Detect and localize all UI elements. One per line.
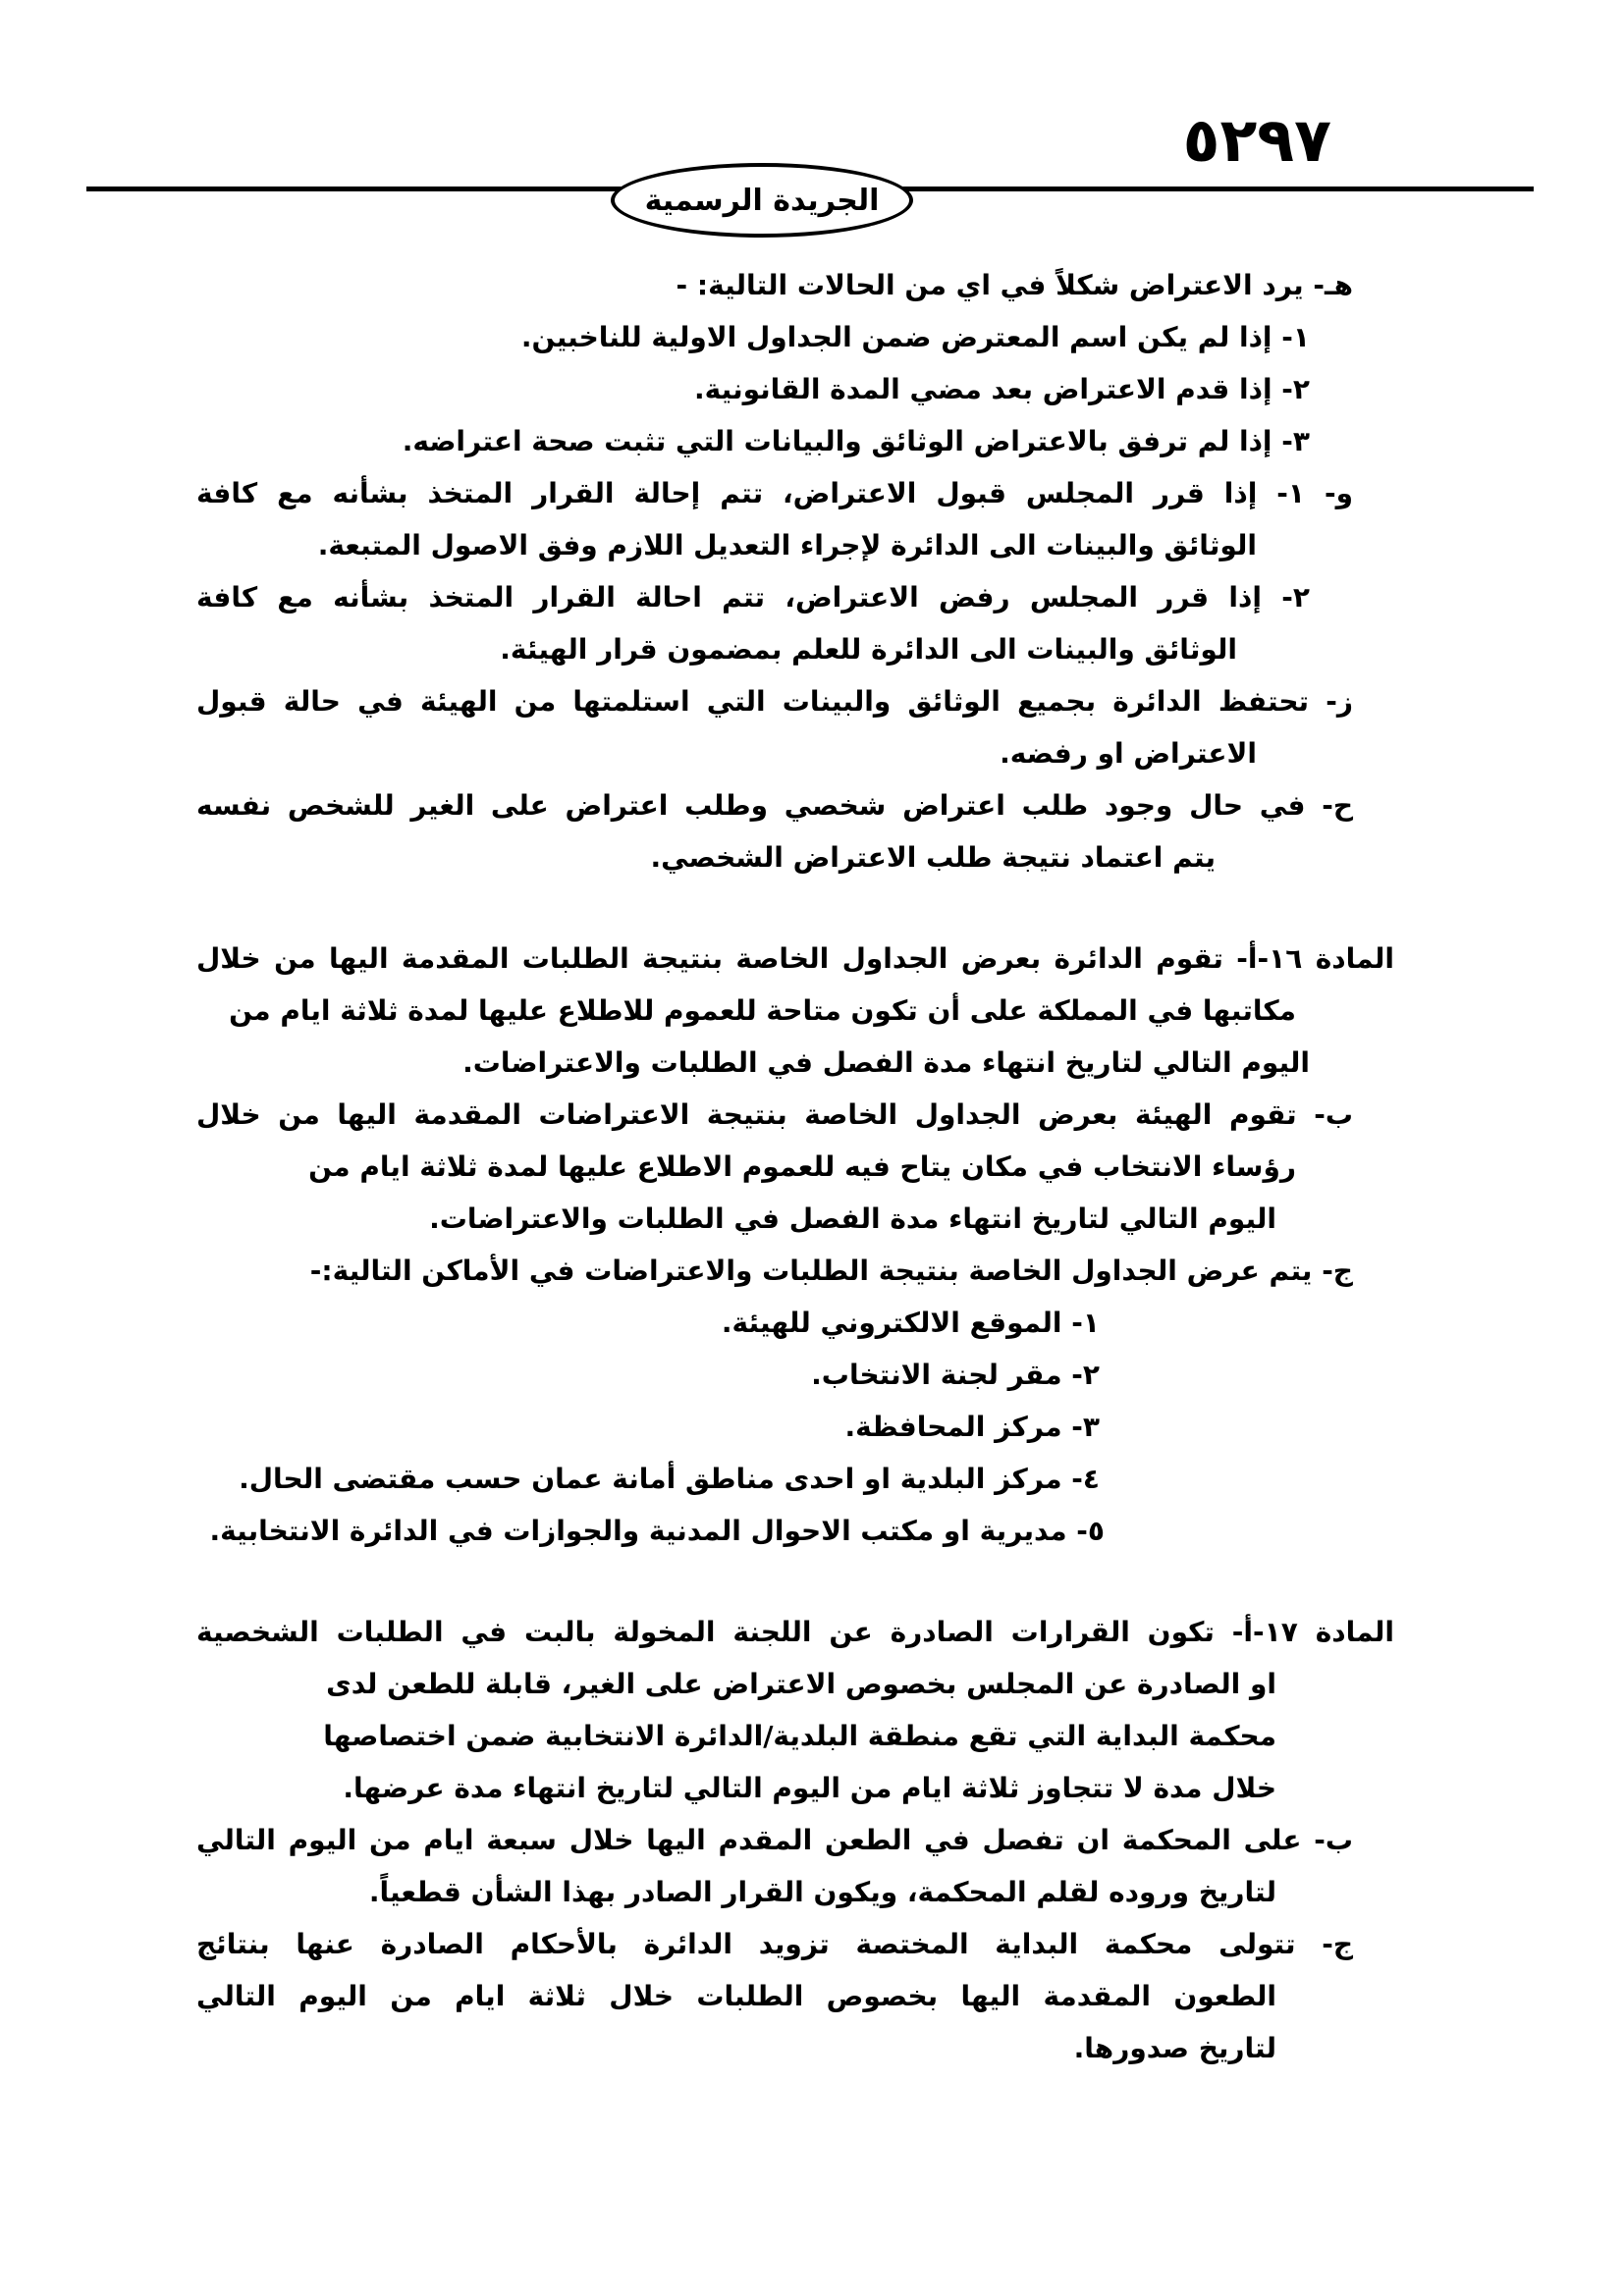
text-line: ب- تقوم الهيئة بعرض الجداول الخاصة بنتيجة الاعتراضات المقدمة اليها من خلال	[196, 1098, 1353, 1131]
text-line: يتم اعتماد نتيجة طلب الاعتراض الشخصي.	[650, 841, 1216, 874]
text-line: و- ١- إذا قرر المجلس قبول الاعتراض، تتم إحالة القرار المتخذ بشأنه مع كافة	[196, 477, 1353, 509]
article-17	[196, 1606, 1394, 2074]
text-line: اليوم التالي لتاريخ انتهاء مدة الفصل في الطلبات والاعتراضات.	[429, 1202, 1276, 1235]
text-line: لتاريخ وروده لقلم المحكمة، ويكون القرار الصادر بهذا الشأن قطعياً.	[368, 1876, 1276, 1908]
clause-objection-rejection	[196, 259, 1394, 883]
text-line: ٣- مركز المحافظة.	[844, 1411, 1100, 1443]
text-line: ٢- إذا قدم الاعتراض بعد مضي المدة القانونية.	[694, 373, 1310, 405]
text-line: لتاريخ صدورها.	[1073, 2032, 1276, 2064]
text-line: ٢- مقر لجنة الانتخاب.	[811, 1359, 1100, 1391]
text-line: المادة ١٧-أ- تكون القرارات الصادرة عن اللجنة المخولة بالبت في الطلبات الشخصية	[196, 1616, 1394, 1648]
text-line: ٢- إذا قرر المجلس رفض الاعتراض، تتم احالة القرار المتخذ بشأنه مع كافة	[196, 581, 1310, 614]
page-header	[0, 0, 1624, 255]
text-line: محكمة البداية التي تقع منطقة البلدية/الدائرة الانتخابية ضمن اختصاصها	[323, 1720, 1276, 1752]
document-body	[196, 259, 1394, 2074]
text-line: هـ- يرد الاعتراض شكلاً في اي من الحالات التالية: -	[676, 269, 1353, 301]
article-16	[196, 933, 1394, 1557]
text-line: ٤- مركز البلدية او احدى مناطق أمانة عمان حسب مقتضى الحال.	[239, 1463, 1100, 1495]
text-line: ١- الموقع الالكتروني للهيئة.	[721, 1307, 1100, 1339]
text-line: ١- إذا لم يكن اسم المعترض ضمن الجداول الاولية للناخبين.	[520, 321, 1310, 353]
text-line: رؤساء الانتخاب في مكان يتاح فيه للعموم الاطلاع عليها لمدة ثلاثة ايام من	[308, 1150, 1296, 1183]
text-line: المادة ١٦-أ- تقوم الدائرة بعرض الجداول الخاصة بنتيجة الطلبات المقدمة اليها من خلال	[196, 942, 1394, 975]
page-number: ٥٢٩٧	[1182, 104, 1331, 176]
text-line: ج- تتولى محكمة البداية المختصة تزويد الدائرة بالأحكام الصادرة عنها بنتائج	[196, 1928, 1353, 1960]
gazette-title-badge	[611, 163, 913, 238]
text-line: ح- في حال وجود طلب اعتراض شخصي وطلب اعتراض على الغير للشخص نفسه	[196, 789, 1353, 822]
text-line: او الصادرة عن المجلس بخصوص الاعتراض على الغير، قابلة للطعن لدى	[326, 1668, 1276, 1700]
text-line: مكاتبها في المملكة على أن تكون متاحة للعموم للاطلاع عليها لمدة ثلاثة ايام من	[229, 994, 1296, 1027]
text-line: اليوم التالي لتاريخ انتهاء مدة الفصل في الطلبات والاعتراضات.	[462, 1046, 1310, 1079]
text-line: الوثائق والبينات الى الدائرة لإجراء التعديل اللازم وفق الاصول المتبعة.	[317, 529, 1257, 561]
text-line: خلال مدة لا تتجاوز ثلاثة ايام من اليوم التالي لتاريخ انتهاء مدة عرضها.	[343, 1772, 1276, 1804]
text-line: الوثائق والبينات الى الدائرة للعلم بمضمون قرار الهيئة.	[500, 633, 1237, 666]
text-line: الطعون المقدمة اليها بخصوص الطلبات خلال ثلاثة ايام من اليوم التالي	[196, 1980, 1276, 2012]
text-line: ب- على المحكمة ان تفصل في الطعن المقدم اليها خلال سبعة ايام من اليوم التالي	[196, 1824, 1353, 1856]
gazette-title: الجريدة الرسمية	[644, 183, 880, 218]
text-line: ٣- إذا لم ترفق بالاعتراض الوثائق والبيانات التي تثبت صحة اعتراضه.	[402, 425, 1310, 457]
text-line: ٥- مديرية او مكتب الاحوال المدنية والجوازات في الدائرة الانتخابية.	[209, 1515, 1105, 1547]
text-line: ز- تحتفظ الدائرة بجميع الوثائق والبينات التي استلمتها من الهيئة في حالة قبول	[196, 685, 1353, 718]
text-line: ج- يتم عرض الجداول الخاصة بنتيجة الطلبات والاعتراضات في الأماكن التالية:-	[309, 1255, 1353, 1287]
text-line: الاعتراض او رفضه.	[1000, 737, 1257, 770]
